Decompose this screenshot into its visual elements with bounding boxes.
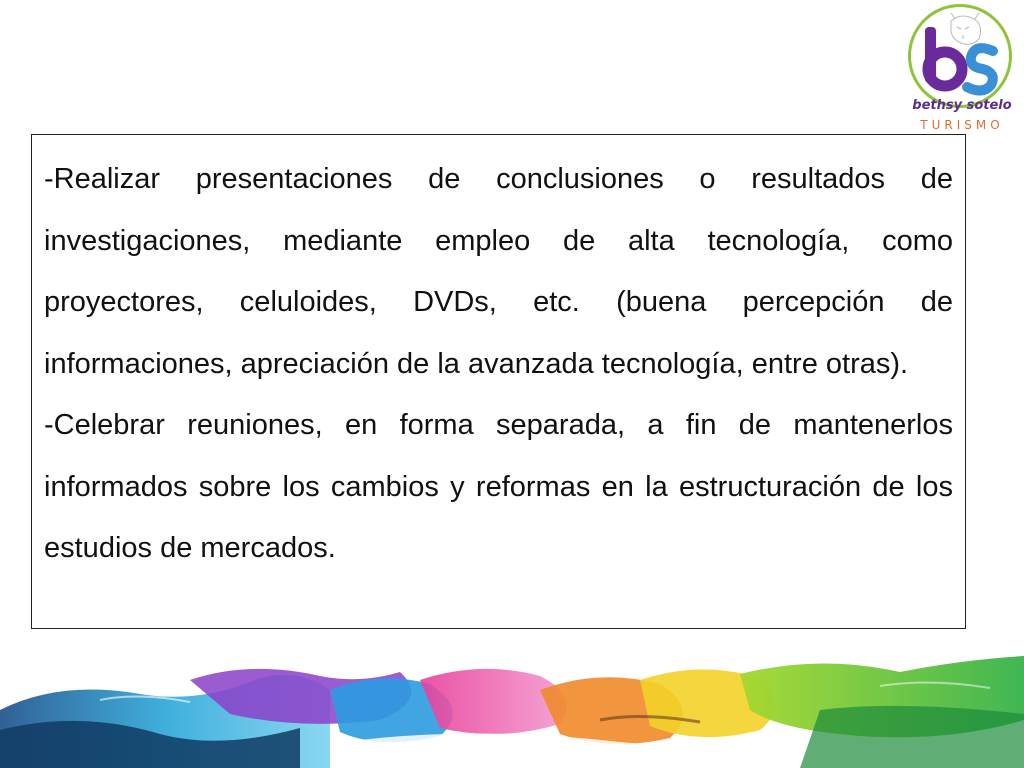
bs-monogram-icon [911,7,1009,105]
paragraph-reuniones: -Celebrar reuniones, en forma separada, a fin de mantenerlos informados sobre los cambios y reformas en la estructuración de los estudios de mercados. [44,409,953,564]
logo-subtitle: TURISMO [920,118,1004,132]
company-logo [904,2,1020,136]
content-text-box [31,134,966,629]
paint-splash-decoration [0,650,1024,768]
logo-name: bethsy sotelo [912,98,1012,113]
paragraph-presentaciones: -Realizar presentaciones de conclusiones o resultados de investigaciones, mediante empleo de alta tecnología, como proyectores, celuloides, DVDs, etc. (buena percepción de informaciones, apreciación de la avanzada tecnología, entre otras). [44,163,953,380]
logo-emblem [908,4,1012,108]
